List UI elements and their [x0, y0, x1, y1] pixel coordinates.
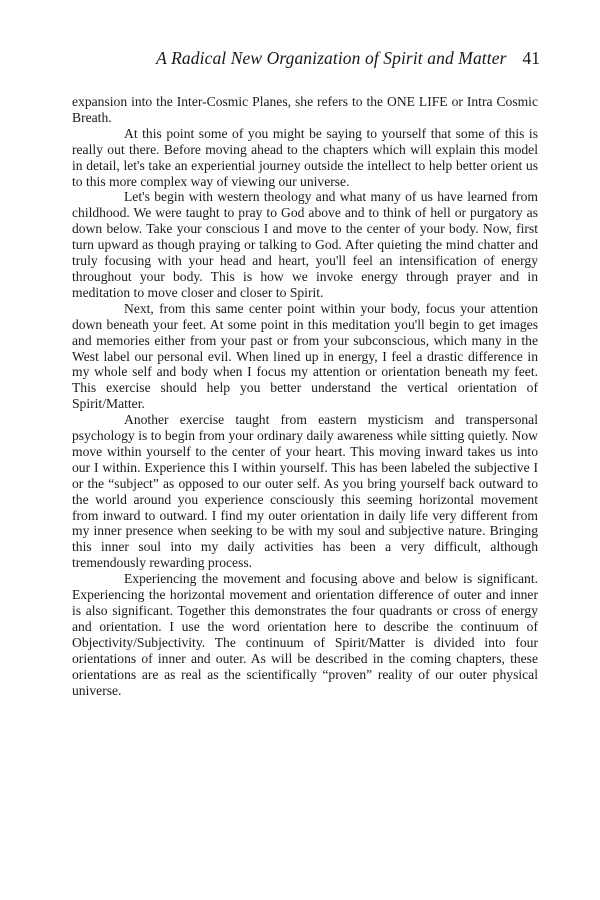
page-header: [72, 48, 540, 69]
running-title: A Radical New Organization of Spirit and Matter: [156, 48, 507, 68]
page-number: 41: [522, 48, 540, 68]
body-text: [72, 94, 538, 698]
paragraph-4: Next, from this same center point within your body, focus your attention down beneath your feet. At some point in this meditation you'll begin to get images and memories either from your past or from your subconscious, which many in the West label our personal evil. When lined up in energy, I feel a drastic difference in my whole self and body when I focus my attention or orientation beneath my feet. This exercise should help you better understand the vertical orientation of Spirit/Matter.: [72, 300, 538, 412]
paragraph-5: Another exercise taught from eastern mysticism and transpersonal psychology is to begin from your ordinary daily awareness while sitting quietly. Now move within yourself to the center of your heart. This moving inward takes us into our I within. Experience this I within yourself. This has been labeled the subjective I or the “subject” as opposed to our outer self. As you bring yourself back outward to the world around you experience consciously this seeming horizontal movement from inward to outward. I find my outer orientation in daily life very different from my inner presence when seeking to be with my soul and subjective nature. Bringing this inner soul into my daily activities has been a very difficult, although tremendously rewarding process.: [72, 412, 538, 571]
paragraph-1: expansion into the Inter-Cosmic Planes, she refers to the ONE LIFE or Intra Cosmic Breath.: [72, 94, 538, 125]
paragraph-2: At this point some of you might be saying to yourself that some of this is really out there. Before moving ahead to the chapters which will explain this model in detail, let's take an experiential journey outside the intellect to help better orient us to this more complex way of viewing our universe.: [72, 125, 538, 189]
paragraph-3: Let's begin with western theology and what many of us have learned from childhood. We were taught to pray to God above and to think of hell or purgatory as down below. Take your conscious I and move to the center of your body. Now, first turn upward as though praying or talking to God. After quieting the mind chatter and truly focusing with your head and heart, you'll feel an intensification of energy throughout your body. This is how we invoke energy through prayer and in meditation to move closer and closer to Spirit.: [72, 189, 538, 300]
paragraph-6: Experiencing the movement and focusing above and below is significant. Experiencing the horizontal movement and orientation difference of outer and inner is also significant. Together this demonstrates the four quadrants or cross of energy and orientation. I use the word orientation here to describe the continuum of Objectivity/Subjectivity. The continuum of Spirit/Matter is divided into four orientations of inner and outer. As will be described in the coming chapters, these orientations are as real as the scientifically “proven” reality of our outer physical universe.: [72, 571, 538, 698]
